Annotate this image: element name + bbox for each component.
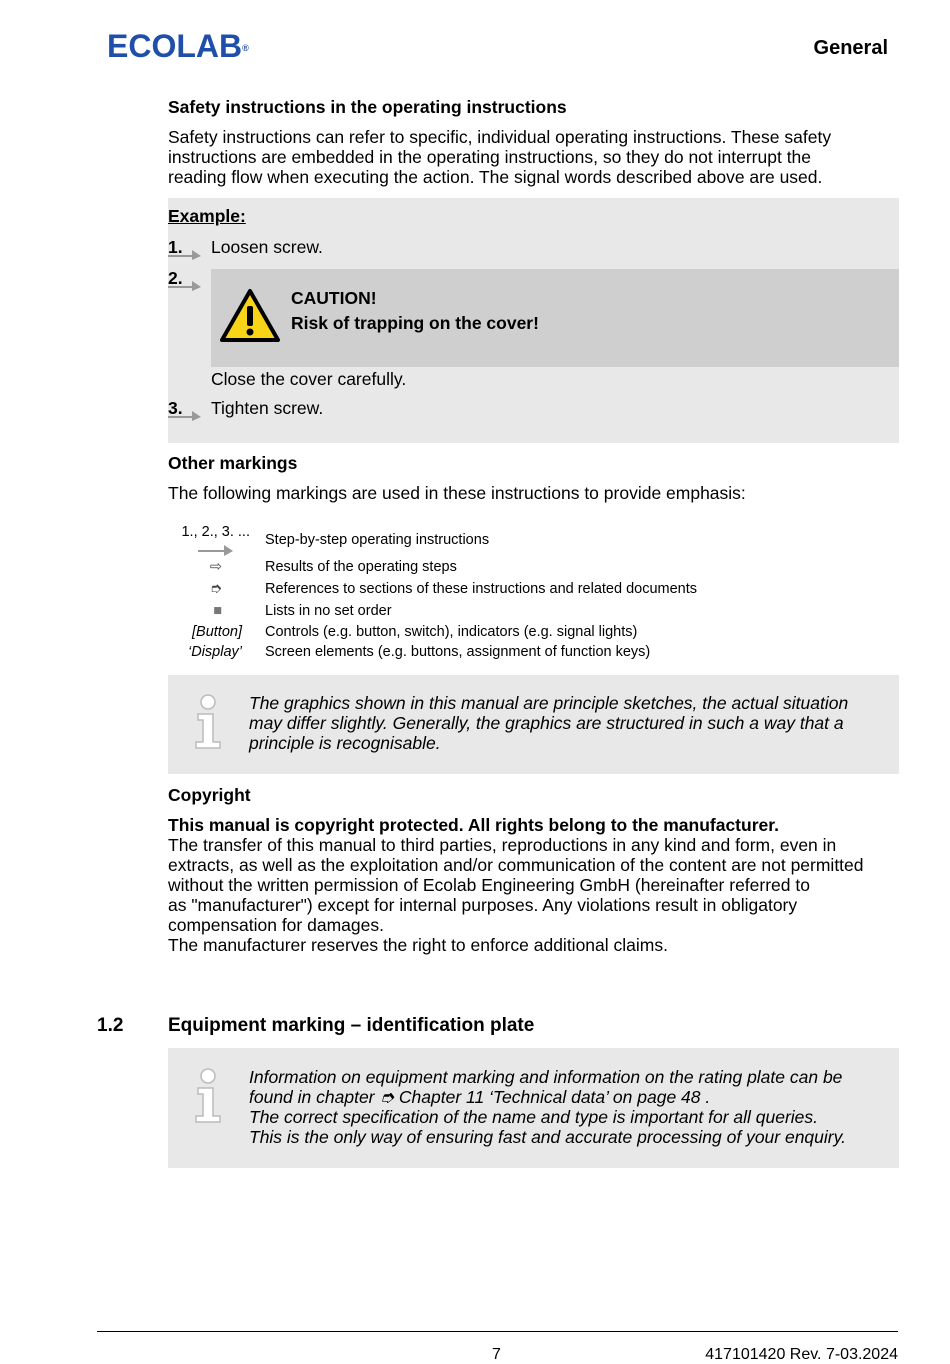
copyright-paragraph (168, 815, 898, 955)
marking-key-display: ‘Display’ (188, 644, 242, 660)
page-number: 7 (492, 1346, 501, 1363)
info-line-prefix: found in chapter (249, 1087, 380, 1107)
copyright-line: as "manufacturer") except for internal purposes. Any violations result in obligatory (168, 895, 798, 915)
safety-heading: Safety instructions in the operating instructions (168, 97, 567, 117)
safety-paragraph (168, 127, 898, 187)
step-text: Loosen screw. (211, 237, 323, 257)
marking-desc: Controls (e.g. button, switch), indicators (e.g. signal lights) (265, 624, 638, 640)
info-icon (190, 694, 226, 750)
step-text: Tighten screw. (211, 398, 324, 418)
markings-intro: The following markings are used in these instructions to provide emphasis: (168, 483, 746, 503)
marking-desc: Screen elements (e.g. buttons, assignment of function keys) (265, 644, 651, 660)
chapter-reference-link[interactable]: ➮ Chapter 11 ‘Technical data’ on page 48 . (379, 1087, 711, 1107)
example-label: Example: (168, 206, 246, 226)
safety-line: instructions are embedded in the operating instructions, so they do not interrupt the (168, 147, 812, 167)
caution-text: Risk of trapping on the cover! (291, 313, 539, 333)
info-line: This is the only way of ensuring fast and accurate processing of your enquiry. (249, 1127, 846, 1147)
header-section-title: General (813, 37, 888, 59)
info-line: principle is recognisable. (249, 733, 441, 753)
copyright-line: compensation for damages. (168, 915, 384, 935)
step-arrow-icon (168, 246, 202, 260)
marking-desc: Lists in no set order (265, 603, 392, 619)
marking-key-button: [Button] (192, 624, 242, 640)
document-revision: 417101420 Rev. 7-03.2024 (705, 1346, 898, 1363)
info-line: The correct specification of the name and type is important for all queries. (249, 1107, 819, 1127)
logo-text: ECOLAB (107, 28, 243, 64)
ecolab-logo (107, 30, 249, 62)
markings-heading: Other markings (168, 453, 298, 473)
step-arrow-icon (168, 407, 202, 421)
copyright-bold-line: This manual is copyright protected. All rights belong to the manufacturer. (168, 815, 779, 835)
copyright-heading: Copyright (168, 785, 251, 805)
marking-desc: References to sections of these instructions and related documents (265, 581, 698, 597)
safety-line: Safety instructions can refer to specific, individual operating instructions. These safety (168, 127, 832, 147)
caution-signal-word: CAUTION! (291, 288, 377, 308)
step-number: 2. (168, 268, 183, 288)
step-number: 1. (168, 237, 183, 257)
copyright-line: The manufacturer reserves the right to enforce additional claims. (168, 935, 668, 955)
section-title: Equipment marking – identification plate (168, 1015, 535, 1036)
step-arrow-icon (198, 543, 234, 557)
info-line: The graphics shown in this manual are principle sketches, the actual situation (249, 693, 849, 713)
info-icon (190, 1068, 226, 1124)
info-text (249, 693, 889, 753)
info-line: may differ slightly. Generally, the graphics are structured in such a way that a (249, 713, 844, 733)
step-text: Close the cover carefully. (211, 369, 407, 389)
info-text (249, 1067, 894, 1147)
info-line: Information on equipment marking and information on the rating plate can be (249, 1067, 843, 1087)
copyright-line: The transfer of this manual to third parties, reproductions in any kind and form, even in (168, 835, 837, 855)
warning-triangle-icon (219, 288, 281, 344)
logo-registered-mark: ® (242, 43, 249, 53)
bullet-square-icon: ■ (213, 603, 222, 619)
info-line (249, 1087, 894, 1107)
safety-line: reading flow when executing the action. The signal words described above are used. (168, 167, 823, 187)
copyright-line: extracts, as well as the exploitation and/or communication of the content are not permitted (168, 855, 864, 875)
section-number: 1.2 (97, 1015, 124, 1036)
marking-desc: Results of the operating steps (265, 559, 457, 575)
footer-divider (97, 1331, 898, 1332)
reference-hand-icon: ➮ (209, 581, 222, 597)
result-arrow-icon: ⇨ (209, 559, 222, 575)
step-number: 3. (168, 398, 183, 418)
marking-desc: Step-by-step operating instructions (265, 532, 490, 548)
step-arrow-icon (168, 277, 202, 291)
marking-key-steps: 1., 2., 3. ... (181, 524, 250, 540)
copyright-line: without the written permission of Ecolab Engineering GmbH (hereinafter referred to (168, 875, 810, 895)
